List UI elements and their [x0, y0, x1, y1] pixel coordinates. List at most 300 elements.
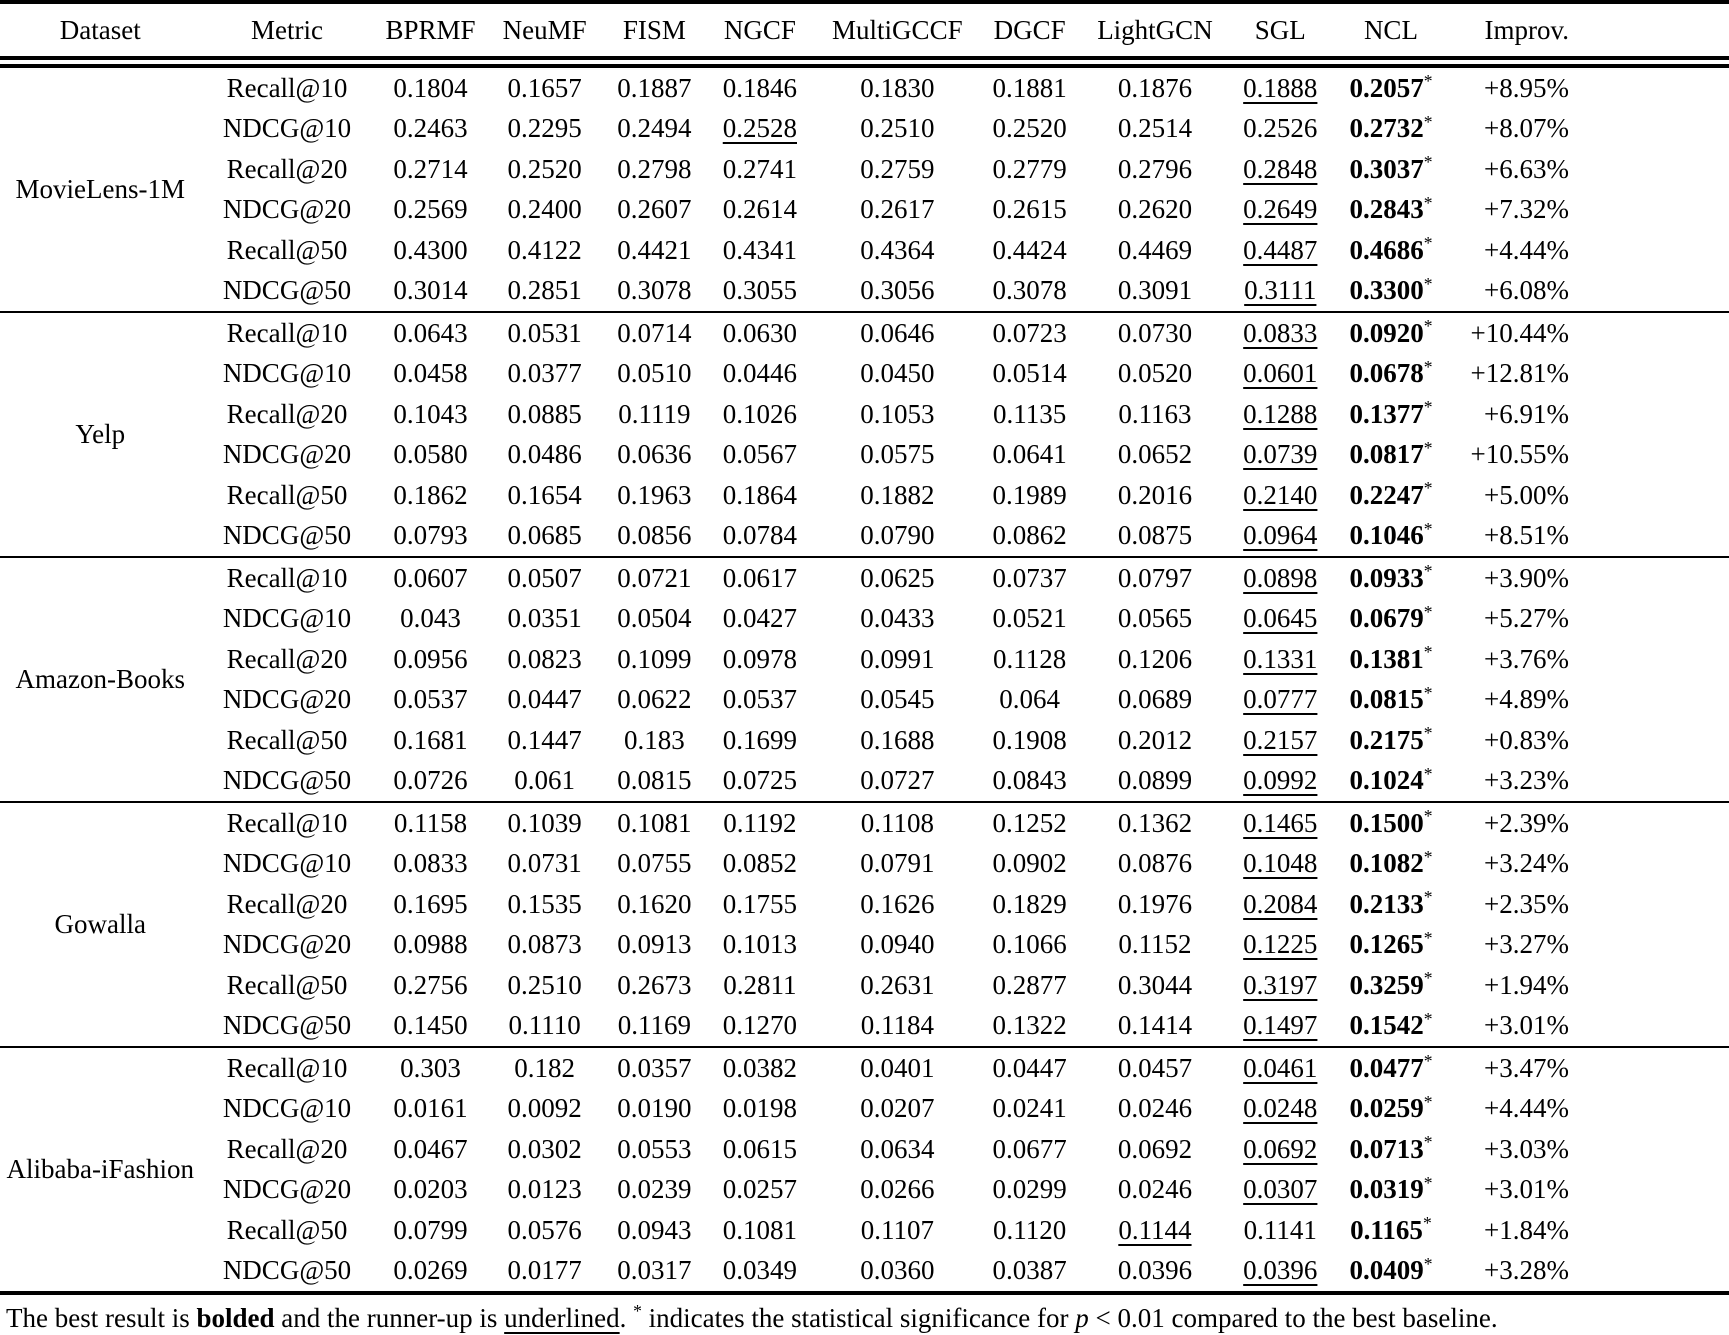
value-cell: [813, 925, 982, 966]
value-cell: [373, 149, 487, 190]
value-cell: [1077, 190, 1233, 231]
best-value: 0.2175: [1349, 724, 1424, 755]
best-value: 0.1500: [1349, 807, 1424, 838]
metric-value: 0.0643: [393, 317, 468, 348]
value-cell: [707, 109, 812, 150]
metric-label: Recall@10: [201, 312, 374, 354]
table-row: [0, 271, 1729, 313]
value-cell: [373, 639, 487, 680]
value-cell: [1328, 1006, 1454, 1048]
runner-up-value: 0.1331: [1243, 643, 1318, 674]
value-cell: [602, 884, 707, 925]
best-value: 0.4686: [1349, 234, 1424, 265]
metric-value: 0.2520: [507, 153, 582, 184]
significance-asterisk: *: [1423, 397, 1433, 418]
runner-up-value: 0.0692: [1243, 1133, 1318, 1164]
table-row: [0, 149, 1729, 190]
significance-asterisk: *: [1423, 968, 1433, 989]
value-cell: [1233, 62, 1328, 109]
metric-value: 0.0652: [1117, 439, 1193, 470]
metric-value: 0.0873: [507, 929, 582, 960]
metric-value: 0.1026: [722, 398, 797, 429]
dataset-label: Alibaba-iFashion: [0, 1047, 201, 1291]
value-cell: [488, 925, 602, 966]
value-cell: [602, 149, 707, 190]
improv-cell: +10.55%: [1470, 439, 1569, 470]
value-cell: [813, 354, 982, 395]
metric-value: 0.0531: [507, 317, 582, 348]
column-header-improv: Improv.: [1454, 2, 1729, 62]
value-cell: [813, 680, 982, 721]
value-cell: [488, 1170, 602, 1211]
value-cell: [813, 1170, 982, 1211]
runner-up-value: 0.0307: [1243, 1174, 1318, 1205]
value-cell: [488, 680, 602, 721]
value-cell: [707, 1170, 812, 1211]
value-cell: [373, 761, 487, 803]
value-cell: [1233, 1251, 1328, 1292]
value-cell: [813, 761, 982, 803]
value-cell: [707, 1006, 812, 1048]
value-cell: [813, 884, 982, 925]
metric-value: 0.182: [514, 1052, 575, 1083]
metric-value: 0.0302: [507, 1133, 582, 1164]
value-cell: [373, 1006, 487, 1048]
metric-value: 0.1450: [393, 1010, 468, 1041]
dataset-label: Gowalla: [0, 802, 201, 1047]
table-row: [0, 1047, 1729, 1089]
value-cell: [813, 516, 982, 558]
value-cell: [1328, 557, 1454, 599]
metric-value: 0.1066: [992, 929, 1067, 960]
table-row: [0, 925, 1729, 966]
improv-cell: +3.01%: [1484, 1174, 1569, 1205]
value-cell: [602, 844, 707, 885]
metric-value: 0.0677: [992, 1133, 1067, 1164]
metric-value: 0.1158: [393, 807, 468, 838]
metric-value: 0.2877: [992, 969, 1067, 1000]
metric-value: 0.0092: [507, 1093, 582, 1124]
value-cell: [1328, 1129, 1454, 1170]
column-header-dataset: Dataset: [0, 2, 201, 62]
value-cell: [1233, 190, 1328, 231]
metric-value: 0.0991: [860, 643, 935, 674]
metric-value: 0.0266: [860, 1174, 935, 1205]
significance-asterisk: *: [1423, 887, 1433, 908]
value-cell: [602, 557, 707, 599]
metric-value: 0.1882: [860, 479, 935, 510]
metric-value: 0.0198: [722, 1093, 797, 1124]
metric-value: 0.4341: [722, 234, 797, 265]
value-cell: [1077, 844, 1233, 885]
value-cell: [1233, 599, 1328, 640]
significance-asterisk: *: [1423, 1132, 1433, 1153]
value-cell: [488, 435, 602, 476]
value-cell: [1077, 62, 1233, 109]
best-value: 0.3037: [1349, 153, 1424, 184]
best-value: 0.1377: [1349, 398, 1424, 429]
value-cell: [982, 720, 1077, 761]
value-cell: [1328, 271, 1454, 313]
metric-value: 0.1081: [722, 1214, 797, 1245]
best-value: 0.0409: [1349, 1255, 1424, 1286]
value-cell: [707, 680, 812, 721]
metric-value: 0.0450: [860, 358, 935, 389]
metric-value: 0.1119: [618, 398, 691, 429]
value-cell: [982, 844, 1077, 885]
value-cell: [1233, 516, 1328, 558]
value-cell: [707, 1129, 812, 1170]
value-cell: [1077, 925, 1233, 966]
runner-up-value: 0.0739: [1243, 439, 1318, 470]
improv-cell: +5.00%: [1484, 479, 1569, 510]
metric-value: 0.0427: [722, 603, 797, 634]
runner-up-value: 0.2084: [1243, 888, 1318, 919]
value-cell: [813, 62, 982, 109]
value-cell: [1233, 557, 1328, 599]
value-cell: [813, 720, 982, 761]
value-cell: [1328, 312, 1454, 354]
value-cell: [707, 435, 812, 476]
value-cell: [602, 475, 707, 516]
value-cell: [373, 884, 487, 925]
value-cell: [373, 354, 487, 395]
table-row: [0, 516, 1729, 558]
improv-cell: +3.24%: [1484, 848, 1569, 879]
metric-value: 0.0641: [992, 439, 1067, 470]
metric-value: 0.0940: [860, 929, 935, 960]
table-row: [0, 761, 1729, 803]
metric-value: 0.1447: [507, 724, 582, 755]
metric-value: 0.0634: [860, 1133, 935, 1164]
value-cell: [707, 1089, 812, 1130]
metric-value: 0.0360: [860, 1255, 935, 1286]
metric-label: NDCG@20: [222, 194, 352, 225]
metric-value: 0.1864: [722, 479, 797, 510]
metric-value: 0.0457: [1117, 1052, 1193, 1083]
significance-asterisk: *: [633, 1301, 642, 1322]
value-cell: [602, 435, 707, 476]
value-cell: [813, 557, 982, 599]
metric-value: 0.1908: [992, 724, 1067, 755]
significance-asterisk: *: [1423, 233, 1433, 254]
metric-value: 0.0625: [860, 562, 935, 593]
metric-value: 0.0246: [1117, 1093, 1193, 1124]
runner-up-value: 0.3197: [1243, 969, 1318, 1000]
metric-label: Recall@50: [226, 724, 348, 755]
value-cell: [1328, 761, 1454, 803]
improv-cell: +1.94%: [1484, 969, 1569, 1000]
table-row: [0, 354, 1729, 395]
dataset-label: MovieLens-1M: [15, 174, 186, 204]
significance-asterisk: *: [1423, 601, 1433, 622]
value-cell: [1233, 1129, 1328, 1170]
metric-label: NDCG@10: [222, 603, 352, 634]
metric-value: 0.2494: [617, 113, 692, 144]
improv-cell: +8.07%: [1484, 113, 1569, 144]
value-cell: [1077, 475, 1233, 516]
value-cell: [1233, 149, 1328, 190]
value-cell: [707, 1251, 812, 1292]
metric-value: 0.0580: [393, 439, 468, 470]
metric-value: 0.0607: [393, 562, 468, 593]
value-cell: [602, 925, 707, 966]
value-cell: [1077, 312, 1233, 354]
value-cell: [373, 435, 487, 476]
metric-value: 0.0433: [860, 603, 935, 634]
metric-value: 0.0207: [860, 1093, 935, 1124]
value-cell: [813, 1006, 982, 1048]
best-value: 0.0920: [1349, 317, 1424, 348]
value-cell: [982, 802, 1077, 844]
value-cell: [373, 720, 487, 761]
value-cell: [982, 680, 1077, 721]
value-cell: [707, 925, 812, 966]
significance-asterisk: *: [1423, 437, 1433, 458]
metric-value: 0.0299: [992, 1174, 1067, 1205]
table-row: [0, 1210, 1729, 1251]
value-cell: [373, 475, 487, 516]
column-header-fism: FISM: [602, 2, 707, 62]
table-row: [0, 1170, 1729, 1211]
metric-value: 0.0357: [617, 1052, 692, 1083]
value-cell: [373, 271, 487, 313]
value-cell: [373, 516, 487, 558]
value-cell: [982, 271, 1077, 313]
footnote-text: The best result is: [6, 1303, 197, 1333]
metric-value: 0.3044: [1117, 969, 1193, 1000]
value-cell: [488, 884, 602, 925]
metric-label: Recall@10: [201, 1047, 374, 1089]
metric-label: Recall@50: [226, 479, 348, 510]
value-cell: [707, 149, 812, 190]
significance-asterisk: *: [1423, 1051, 1433, 1072]
metric-value: 0.0843: [992, 765, 1067, 796]
metric-value: 0.2510: [507, 969, 582, 1000]
value-cell: [813, 475, 982, 516]
metric-value: 0.2400: [507, 194, 582, 225]
metric-value: 0.0714: [617, 317, 692, 348]
significance-asterisk: *: [1423, 723, 1433, 744]
metric-value: 0.1830: [860, 72, 935, 103]
metric-label: NDCG@10: [222, 1093, 352, 1124]
metric-value: 0.1053: [860, 398, 935, 429]
value-cell: [1328, 965, 1454, 1006]
value-cell: [1233, 965, 1328, 1006]
significance-asterisk: *: [1423, 642, 1433, 663]
metric-value: 0.0725: [722, 765, 797, 796]
metric-value: 0.1862: [393, 479, 468, 510]
runner-up-value: 0.4487: [1243, 234, 1318, 265]
metric-value: 0.0203: [393, 1174, 468, 1205]
metric-value: 0.061: [514, 765, 575, 796]
improv-cell: +2.35%: [1484, 888, 1569, 919]
metric-value: 0.0447: [507, 684, 582, 715]
value-cell: [1233, 680, 1328, 721]
value-cell: [602, 62, 707, 109]
value-cell: [488, 109, 602, 150]
value-cell: [1328, 475, 1454, 516]
metric-value: 0.0943: [617, 1214, 692, 1245]
metric-value: 0.0784: [722, 520, 797, 551]
value-cell: [1233, 802, 1328, 844]
metric-value: 0.2510: [860, 113, 935, 144]
value-cell: [488, 271, 602, 313]
metric-value: 0.2295: [507, 113, 582, 144]
metric-label: NDCG@50: [222, 520, 352, 551]
metric-value: 0.1135: [992, 398, 1067, 429]
value-cell: [813, 844, 982, 885]
runner-up-value: 0.2848: [1243, 153, 1318, 184]
value-cell: [1077, 639, 1233, 680]
improv-cell: +4.44%: [1484, 1093, 1569, 1124]
dataset-label: Yelp: [0, 312, 201, 557]
value-cell: [488, 1047, 602, 1089]
value-cell: [602, 802, 707, 844]
value-cell: [1328, 680, 1454, 721]
value-cell: [602, 230, 707, 271]
value-cell: [982, 190, 1077, 231]
metric-value: 0.0875: [1117, 520, 1193, 551]
value-cell: [707, 884, 812, 925]
value-cell: [373, 844, 487, 885]
significance-asterisk: *: [1423, 273, 1433, 294]
column-header-dgcf: DGCF: [982, 2, 1077, 62]
value-cell: [488, 639, 602, 680]
value-cell: [813, 639, 982, 680]
metric-value: 0.0727: [860, 765, 935, 796]
header-row: [0, 2, 1729, 62]
best-value: 0.0933: [1349, 562, 1424, 593]
value-cell: [1077, 271, 1233, 313]
value-cell: [1077, 557, 1233, 599]
table-row: [0, 720, 1729, 761]
value-cell: [602, 516, 707, 558]
metric-value: 0.1110: [508, 1010, 581, 1041]
metric-label: Recall@20: [226, 643, 348, 674]
metric-value: 0.0565: [1117, 603, 1193, 634]
value-cell: [1077, 354, 1233, 395]
value-cell: [373, 230, 487, 271]
value-cell: [1077, 435, 1233, 476]
metric-value: 0.1989: [992, 479, 1067, 510]
value-cell: [1233, 1210, 1328, 1251]
metric-value: 0.0576: [507, 1214, 582, 1245]
value-cell: [813, 1047, 982, 1089]
metric-value: 0.0507: [507, 562, 582, 593]
value-cell: [707, 230, 812, 271]
column-header-ncl: NCL: [1328, 2, 1454, 62]
value-cell: [1077, 109, 1233, 150]
metric-value: 0.0799: [393, 1214, 468, 1245]
metric-label: Recall@50: [226, 1214, 348, 1245]
metric-value: 0.1755: [722, 888, 797, 919]
metric-value: 0.2811: [723, 969, 797, 1000]
metric-value: 0.1414: [1117, 1010, 1193, 1041]
value-cell: [707, 1047, 812, 1089]
improv-cell: +6.08%: [1484, 275, 1569, 306]
significance-asterisk: *: [1423, 1172, 1433, 1193]
metric-value: 0.1039: [507, 807, 582, 838]
value-cell: [982, 884, 1077, 925]
value-cell: [1077, 394, 1233, 435]
metric-value: 0.1141: [1243, 1214, 1317, 1245]
metric-value: 0.0351: [507, 603, 582, 634]
value-cell: [602, 190, 707, 231]
best-value: 0.0477: [1349, 1052, 1424, 1083]
table-row: [0, 230, 1729, 271]
metric-value: 0.1620: [617, 888, 692, 919]
metric-value: 0.1043: [393, 398, 468, 429]
value-cell: [982, 435, 1077, 476]
dataset-group-movielens-1m: [0, 62, 1729, 312]
improv-cell: +8.51%: [1484, 520, 1569, 551]
metric-label: NDCG@50: [222, 1010, 352, 1041]
value-cell: [1328, 639, 1454, 680]
column-header-multigccf: MultiGCCF: [813, 2, 982, 62]
metric-value: 0.0123: [507, 1174, 582, 1205]
dataset-label: Amazon-Books: [0, 557, 201, 802]
metric-value: 0.0726: [393, 765, 468, 796]
value-cell: [707, 639, 812, 680]
value-cell: [813, 149, 982, 190]
value-cell: [813, 435, 982, 476]
value-cell: [982, 639, 1077, 680]
metric-value: 0.1013: [722, 929, 797, 960]
metric-value: 0.0257: [722, 1174, 797, 1205]
improv-cell: +4.89%: [1484, 684, 1569, 715]
metric-value: 0.2631: [860, 969, 935, 1000]
table-row: [0, 394, 1729, 435]
value-cell: [488, 802, 602, 844]
value-cell: [1077, 1089, 1233, 1130]
best-value: 0.1265: [1349, 929, 1424, 960]
metric-value: 0.0988: [393, 929, 468, 960]
metric-value: 0.1699: [722, 724, 797, 755]
value-cell: [1077, 149, 1233, 190]
value-cell: [1233, 1047, 1328, 1089]
value-cell: [488, 1129, 602, 1170]
value-cell: [373, 1210, 487, 1251]
runner-up-value: 0.3111: [1244, 275, 1317, 306]
value-cell: [602, 271, 707, 313]
runner-up-value: 0.0833: [1243, 317, 1318, 348]
value-cell: [602, 599, 707, 640]
value-cell: [602, 720, 707, 761]
metric-value: 0.0833: [393, 848, 468, 879]
value-cell: [602, 1170, 707, 1211]
metric-value: 0.1681: [393, 724, 468, 755]
runner-up-value: 0.0777: [1243, 684, 1318, 715]
value-cell: [602, 1210, 707, 1251]
metric-label: Recall@10: [226, 72, 348, 103]
table-row: [0, 475, 1729, 516]
value-cell: [1328, 802, 1454, 844]
metric-value: 0.0731: [507, 848, 582, 879]
metric-value: 0.1688: [860, 724, 935, 755]
metric-value: 0.0622: [617, 684, 692, 715]
metric-value: 0.3055: [722, 275, 797, 306]
metric-value: 0.0514: [992, 358, 1067, 389]
value-cell: [1328, 516, 1454, 558]
value-cell: [1328, 599, 1454, 640]
metric-value: 0.0269: [393, 1255, 468, 1286]
column-header-ngcf: NGCF: [707, 2, 812, 62]
best-value: 0.0678: [1349, 358, 1424, 389]
value-cell: [488, 720, 602, 761]
metric-value: 0.1184: [860, 1010, 934, 1041]
value-cell: [707, 394, 812, 435]
